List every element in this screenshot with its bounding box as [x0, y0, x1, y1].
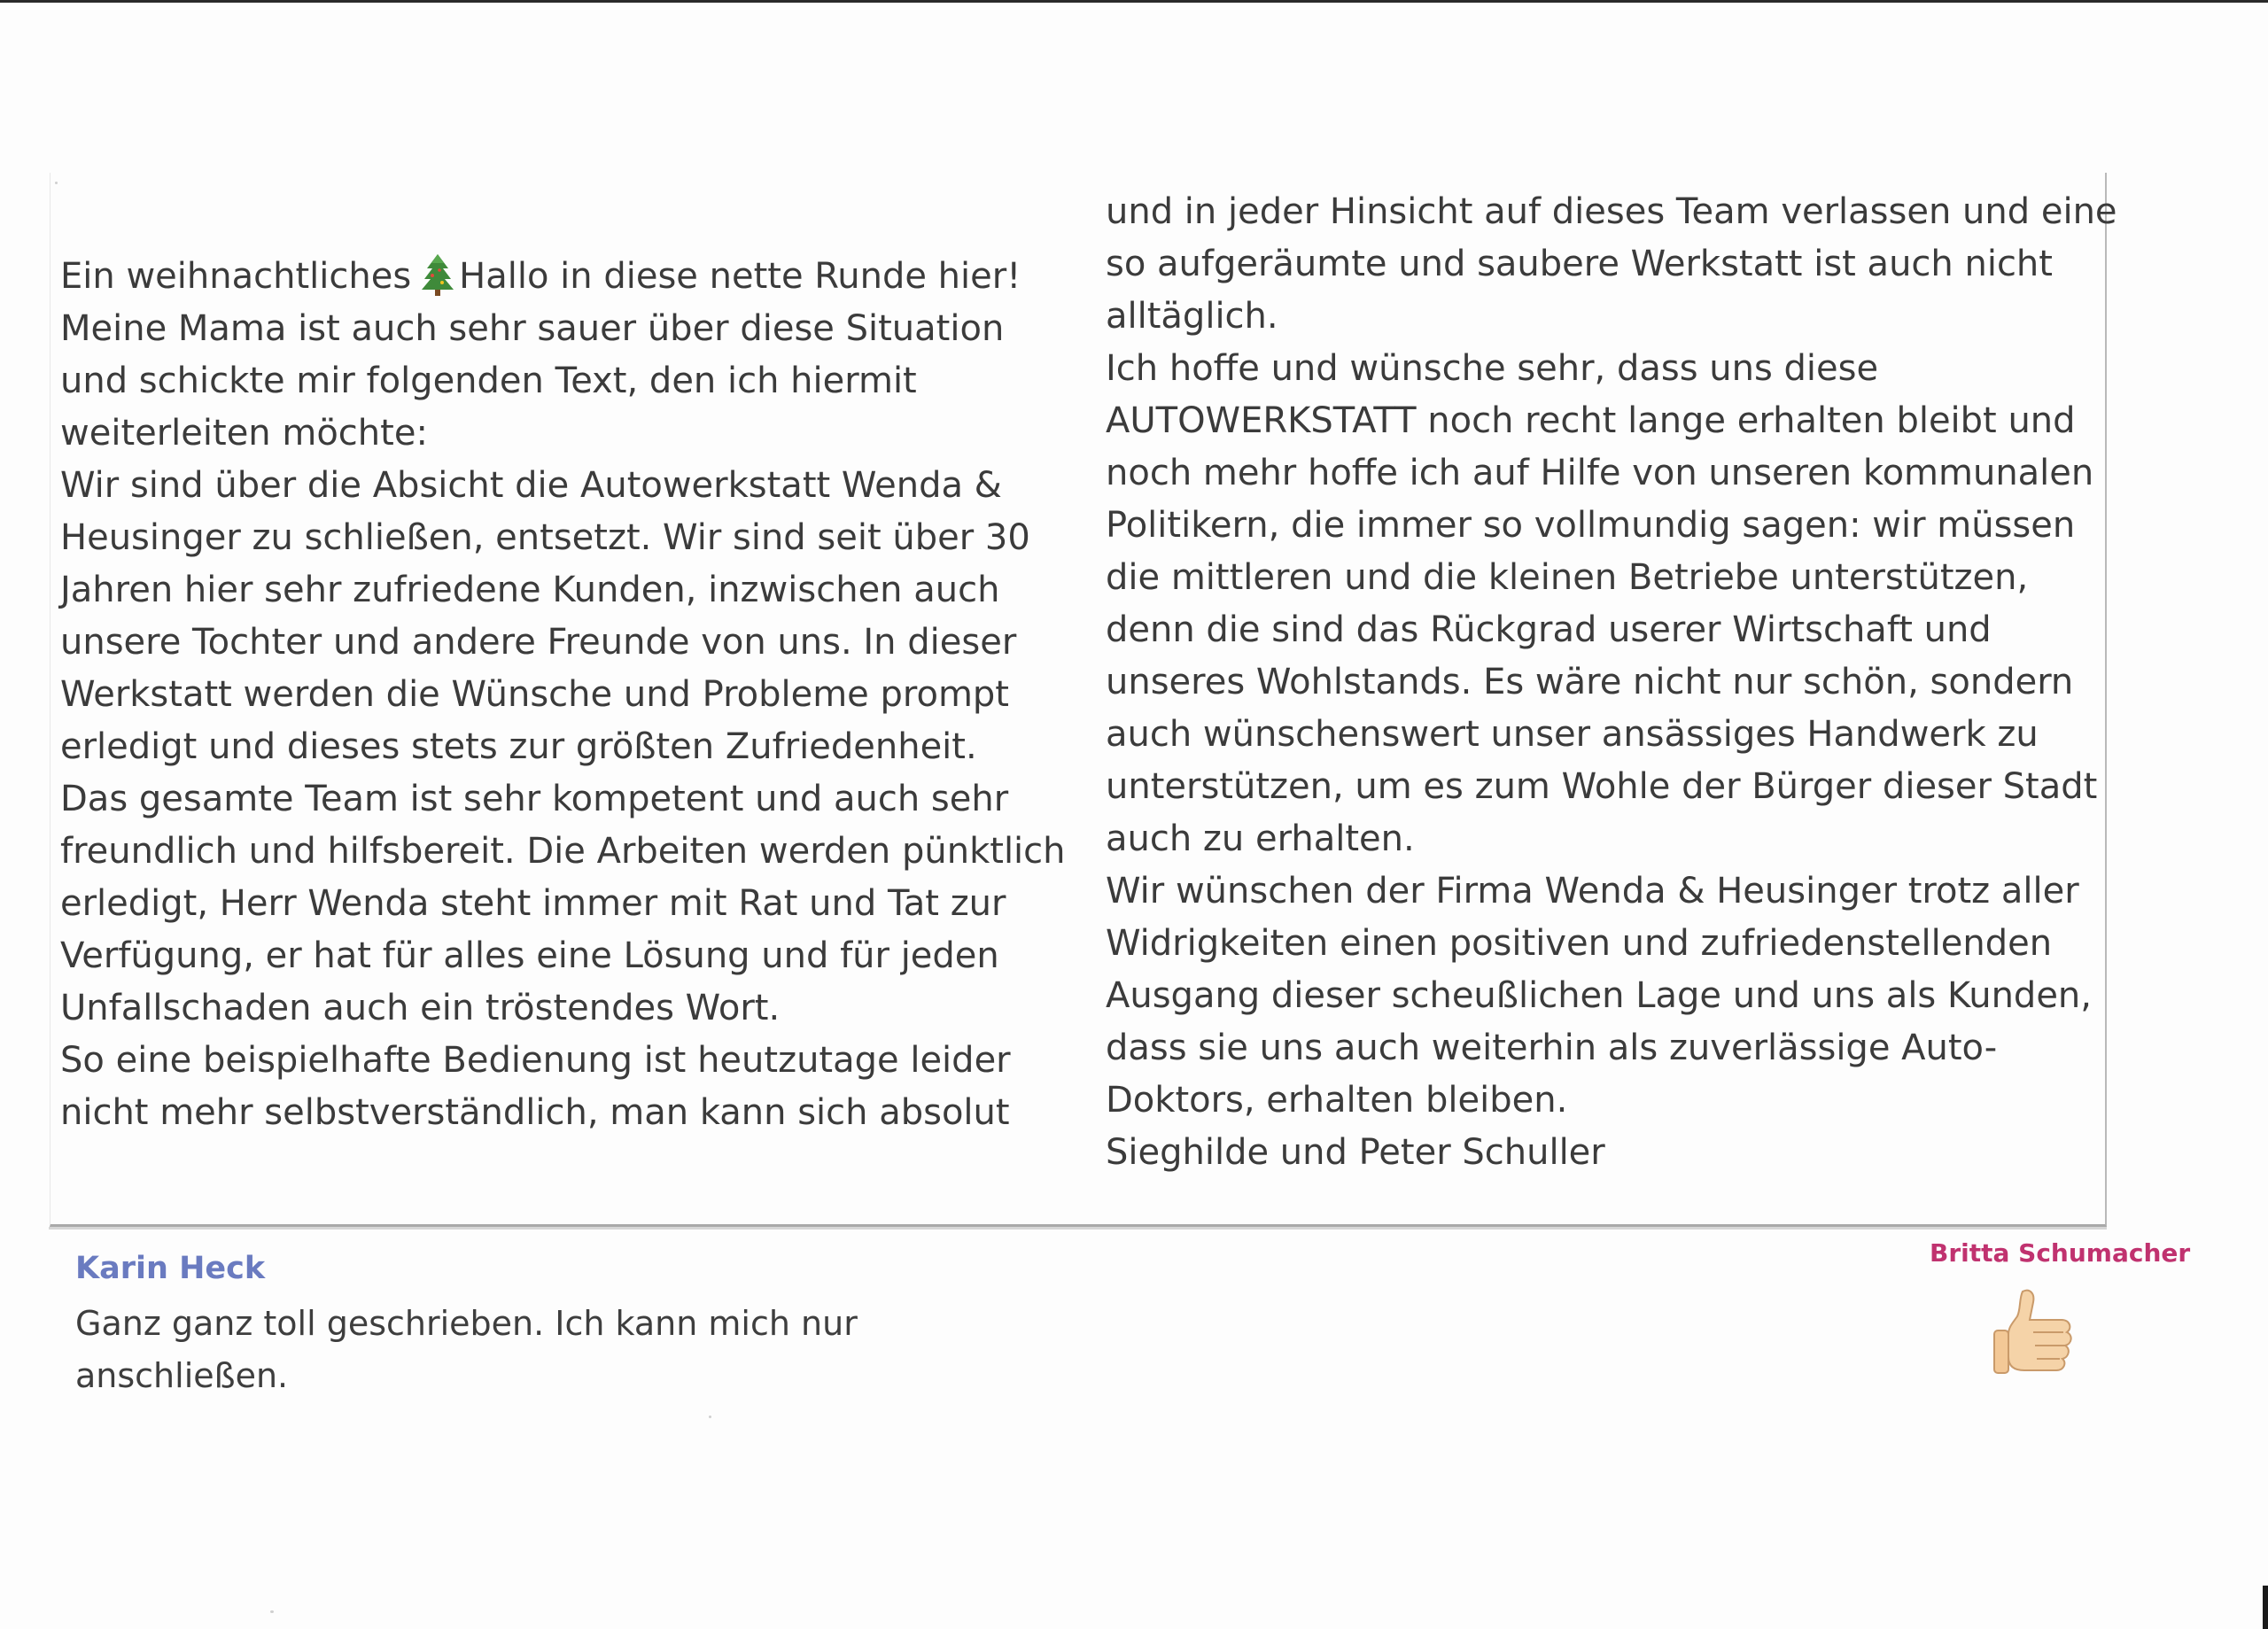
post-line: Widrigkeiten einen positiven und zufriedenstellenden [1106, 923, 2053, 964]
post-line: freundlich und hilfsbereit. Die Arbeiten werden pünktlich [60, 831, 1066, 872]
post-line: erledigt, Herr Wenda steht immer mit Rat und Tat zur [60, 883, 1006, 924]
post-line: alltäglich. [1106, 296, 1278, 337]
post-line: AUTOWERKSTATT noch recht lange erhalten bleibt und [1106, 400, 2076, 441]
scan-speck [709, 1416, 711, 1418]
post-line: Das gesamte Team ist sehr kompetent und auch sehr [60, 779, 1009, 819]
post-line: denn die sind das Rückgrad userer Wirtschaft und [1106, 609, 1992, 650]
scan-edge-mark [2263, 1586, 2268, 1629]
scan-speck [270, 1610, 274, 1613]
comment-text [75, 1298, 858, 1402]
reply-author-name[interactable]: Britta Schumacher [1930, 1238, 2191, 1268]
post-line: nicht mehr selbstverständlich, man kann sich absolut [60, 1092, 1010, 1133]
post-line: Ein weihnachtliches Hallo in diese nette Runde hier! [60, 251, 1052, 303]
comment-line: anschließen. [75, 1356, 289, 1395]
post-right-column [1106, 186, 2117, 1179]
post-line: erledigt und dieses stets zur größten Zufriedenheit. [60, 726, 977, 767]
post-line: auch zu erhalten. [1106, 818, 1415, 859]
post-line: Meine Mama ist auch sehr sauer über diese Situation [60, 308, 1005, 349]
post-line: Doktors, erhalten bleiben. [1106, 1080, 1568, 1121]
post-line: noch mehr hoffe ich auf Hilfe von unseren kommunalen [1106, 453, 2094, 493]
post-line: Wir sind über die Absicht die Autowerkstatt Wenda & [60, 465, 1002, 506]
thumbs-up-icon [1989, 1284, 2078, 1382]
post-line: Ich hoffe und wünsche sehr, dass uns diese [1106, 348, 1879, 389]
post-line: und schickte mir folgenden Text, den ich hiermit [60, 361, 917, 401]
post-line: unseres Wohlstands. Es wäre nicht nur schön, sondern [1106, 662, 2074, 702]
post-line: Wir wünschen der Firma Wenda & Heusinger trotz aller [1106, 871, 2079, 911]
post-line: weiterleiten möchte: [60, 413, 428, 454]
comment-author-name[interactable]: Karin Heck [75, 1251, 266, 1286]
post-line: dass sie uns auch weiterhin als zuverlässige Auto- [1106, 1028, 1998, 1068]
post-line: So eine beispielhafte Bedienung ist heutzutage leider [60, 1040, 1011, 1081]
post-line: Unfallschaden auch ein tröstendes Wort. [60, 988, 781, 1028]
post-line: unterstützen, um es zum Wohle der Bürger dieser Stadt [1106, 766, 2098, 807]
post-line: Jahren hier sehr zufriedene Kunden, inzwischen auch [60, 570, 1000, 610]
post-line: Politikern, die immer so vollmundig sagen: wir müssen [1106, 505, 2076, 546]
scan-speck [55, 182, 58, 184]
post-line: auch wünschenswert unser ansässiges Handwerk zu [1106, 714, 2039, 755]
christmas-tree-icon [420, 252, 455, 297]
post-line: Ausgang dieser scheußlichen Lage und uns als Kunden, [1106, 975, 2092, 1016]
post-line: Verfügung, er hat für alles eine Lösung und für jeden [60, 935, 999, 976]
post-line: und in jeder Hinsicht auf dieses Team verlassen und eine [1106, 191, 2117, 232]
post-line: unsere Tochter und andere Freunde von uns. In dieser [60, 622, 1017, 663]
post-signature: Sieghilde und Peter Schuller [1106, 1132, 1605, 1173]
post-line: Heusinger zu schließen, entsetzt. Wir sind seit über 30 [60, 517, 1030, 558]
post-line: Werkstatt werden die Wünsche und Probleme prompt [60, 674, 1009, 715]
comment-line: Ganz ganz toll geschrieben. Ich kann mich nur [75, 1304, 858, 1343]
post-left-column [60, 251, 1066, 1139]
post-line: so aufgeräumte und saubere Werkstatt ist auch nicht [1106, 244, 2053, 284]
scan-top-border [0, 0, 2268, 3]
post-line: die mittleren und die kleinen Betriebe unterstützen, [1106, 557, 2029, 598]
